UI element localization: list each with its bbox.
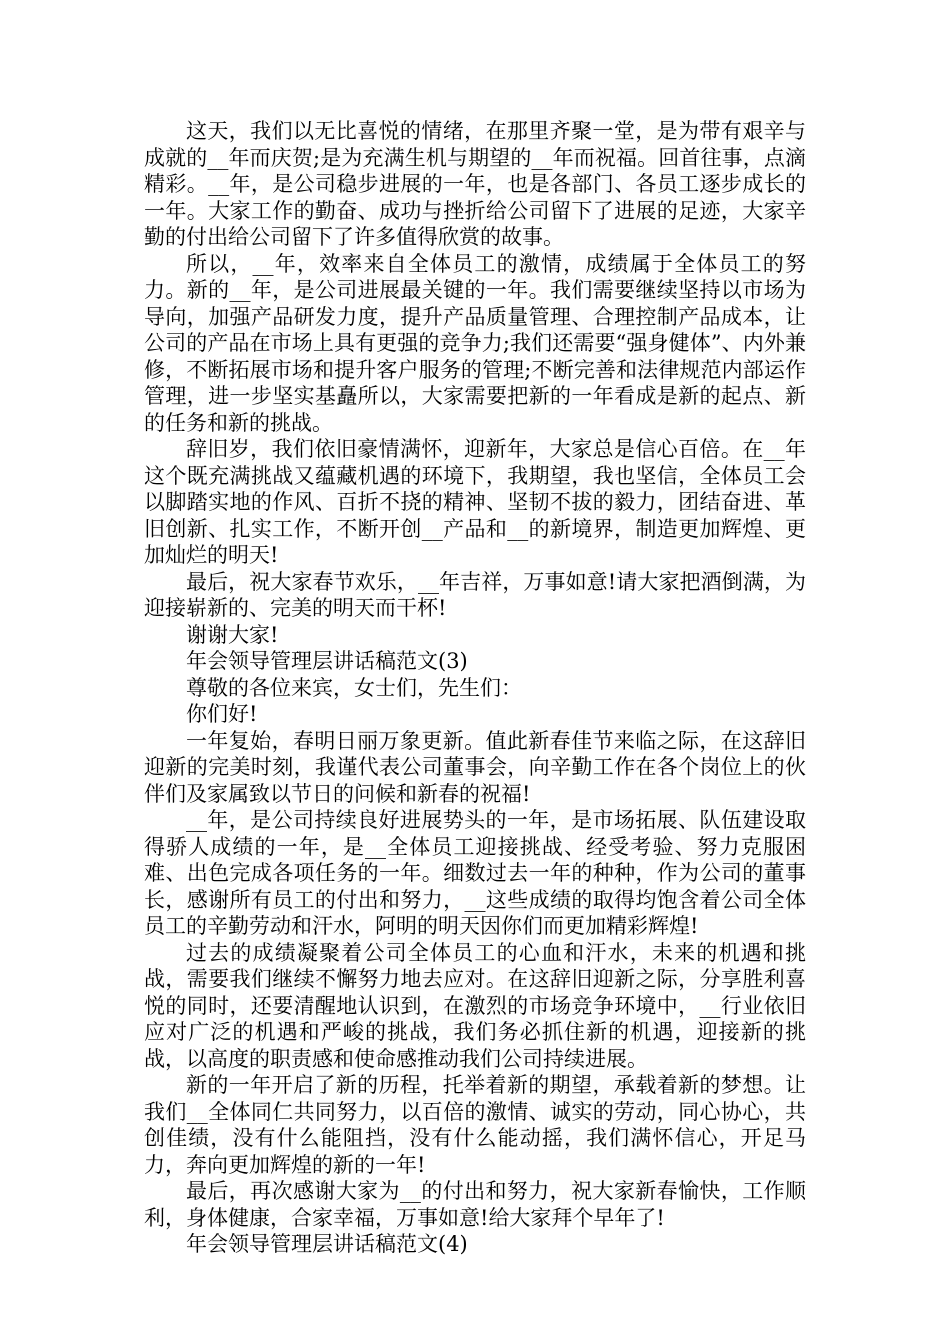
thanks-line: 谢谢大家! [186, 622, 279, 647]
greeting: 你们好! [186, 702, 258, 726]
section-heading-3: 年会领导管理层讲话稿范文(3) [186, 649, 468, 673]
paragraph-6: __年，是公司持续良好进展势头的一年，是市场拓展、队伍建设取得骄人成绩的一年，是__全体员工迎接挑战、经受考验、努力克服困难、出色完成各项任务的一年。细数过去一年的种种，作为公司的董事长，感谢所有员工的付出和努力，__这些成绩的取得均饱含着公司全体员工的辛勤劳动和汗水，阿明的明天因你们而更加精彩辉煌! [144, 808, 806, 938]
paragraph-5: 一年复始，春明日丽万象更新。值此新春佳节来临之际，在这辞旧迎新的完美时刻，我谨代表公司董事会，向辛勤工作在各个岗位上的伙伴们及家属致以节日的问候和新春的祝福! [144, 728, 806, 806]
paragraph-4: 最后，祝大家春节欢乐，__年吉祥，万事如意!请大家把酒倒满，为迎接崭新的、完美的明天而干杯! [144, 569, 806, 620]
paragraph-1: 这天，我们以无比喜悦的情绪，在那里齐聚一堂，是为带有艰辛与成就的__年而庆贺;是为充满生机与期望的__年而祝福。回首往事，点滴精彩。__年，是公司稳步进展的一年，也是各部门、各员工逐步成长的一年。大家工作的勤奋、成功与挫折给公司留下了进展的足迹，大家辛勤的付出给公司留下了许多值得欣赏的故事。 [144, 119, 806, 249]
paragraph-7: 过去的成绩凝聚着公司全体员工的心血和汗水，未来的机遇和挑战，需要我们继续不懈努力地去应对。在这辞旧迎新之际，分享胜利喜悦的同时，还要清醒地认识到，在激烈的市场竞争环境中，__行业依旧应对广泛的机遇和严峻的挑战，我们务必抓住新的机遇，迎接新的挑战，以高度的职责感和使命感推动我们公司持续进展。 [144, 940, 806, 1071]
paragraph-8: 新的一年开启了新的历程，托举着新的期望，承载着新的梦想。让我们__全体同仁共同努力，以百倍的激情、诚实的劳动，同心协心，共创佳绩，没有什么能阻挡，没有什么能动摇，我们满怀信心，开足马力，奔向更加辉煌的新的一年! [144, 1073, 806, 1177]
salutation: 尊敬的各位来宾，女士们，先生们： [186, 675, 522, 700]
paragraph-9: 最后，再次感谢大家为__的付出和努力，祝大家新春愉快，工作顺利，身体健康，合家幸福，万事如意!给大家拜个早年了! [144, 1179, 806, 1230]
paragraph-3: 辞旧岁，我们依旧豪情满怀，迎新年，大家总是信心百倍。在__年这个既充满挑战又蕴藏机遇的环境下，我期望，我也坚信，全体员工会以脚踏实地的作风、百折不挠的精神、坚韧不拔的毅力，团结奋进、革旧创新、扎实工作，不断开创__产品和__的新境界，制造更加辉煌、更加灿烂的明天! [144, 437, 806, 567]
document-body [144, 118, 806, 1258]
paragraph-2: 所以，__年，效率来自全体员工的激情，成绩属于全体员工的努力。新的__年，是公司进展最关键的一年。我们需要继续坚持以市场为导向，加强产品研发力度，提升产品质量管理、合理控制产品成本，让公司的产品在市场上具有更强的竞争力;我们还需要“强身健体”、内外兼修，不断拓展市场和提升客户服务的管理;不断完善和法律规范内部运作管理，进一步坚实基矗所以，大家需要把新的一年看成是新的起点、新的任务和新的挑战。 [144, 251, 806, 435]
section-heading-4: 年会领导管理层讲话稿范文(4) [186, 1232, 468, 1256]
